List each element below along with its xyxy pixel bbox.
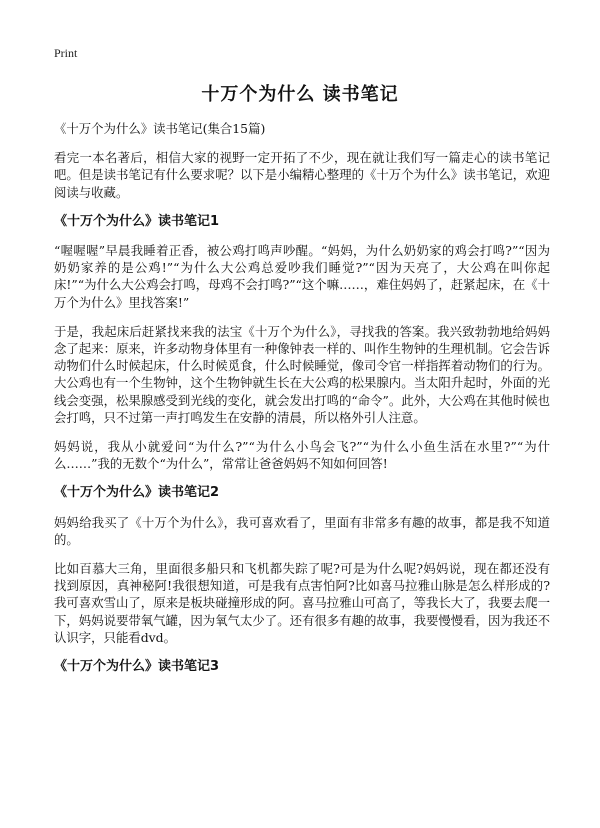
section-heading-3: 《十万个为什么》读书笔记3 <box>54 659 220 675</box>
section-1-paragraph-1: “喔喔喔”早晨我睡着正香，被公鸡打鸣声吵醒。“妈妈，为什么奶奶家的鸡会打鸣?”“因为奶奶家养的是公鸡!”“为什么大公鸡总爱吵我们睡觉?”“因为天亮了，大公鸡在叫你起床!”“为什么大公鸡会打鸣，母鸡不会打鸣?”“这个嘛……，难住妈妈了，赶紧起床，在《十万个为什么》里找答案!” <box>54 243 550 310</box>
print-label[interactable]: Print <box>54 46 78 60</box>
section-2-paragraph-2: 比如百慕大三角，里面很多船只和飞机都失踪了呢?可是为什么呢?妈妈说，现在都还没有找到原因，真神秘阿!我很想知道，可是我有点害怕阿?比如喜马拉雅山脉是怎么样形成的?我可喜欢雪山了，原来是板块碰撞形成的阿。喜马拉雅山可高了，等我长大了，我要去爬一下，妈妈说要带氧气罐，因为氧气太少了。还有很多有趣的故事，我要慢慢看，因为我还不认识字，只能看dvd。 <box>54 561 550 645</box>
section-1-paragraph-2: 于是，我起床后赶紧找来我的法宝《十万个为什么》，寻找我的答案。我兴致勃勃地给妈妈念了起来：原来，许多动物身体里有一种像钟表一样的、叫作生物钟的生理机制。它会告诉动物们什么时候起床，什么时候觅食，什么时候睡觉，像司令官一样指挥着动物们的行为。大公鸡也有一个生物钟，这个生物钟就生长在大公鸡的松果腺内。当太阳升起时，外面的光线会变强，松果腺感受到光线的变化，就会发出打鸣的“命令”。此外，大公鸡在其他时候也会打鸣，只不过第一声打鸣发生在安静的清晨，所以格外引人注意。 <box>54 323 550 425</box>
section-2-paragraph-1: 妈妈给我买了《十万个为什么》，我可喜欢看了，里面有非常多有趣的故事，都是我不知道的。 <box>54 514 550 547</box>
section-heading-2: 《十万个为什么》读书笔记2 <box>54 485 220 501</box>
section-heading-1: 《十万个为什么》读书笔记1 <box>54 213 220 229</box>
page-title: 十万个为什么 读书笔记 <box>201 84 399 105</box>
section-1-paragraph-3: 妈妈说，我从小就爱问“为什么?”“为什么小鸟会飞?”“为什么小鱼生活在水里?”“为什么……”我的无数个“为什么”，常常让爸爸妈妈不知如何回答! <box>54 439 550 472</box>
document-subtitle: 《十万个为什么》读书笔记(集合15篇) <box>54 121 266 136</box>
intro-paragraph: 看完一本名著后，相信大家的视野一定开拓了不少，现在就让我们写一篇走心的读书笔记吧。但是读书笔记有什么要求呢？以下是小编精心整理的《十万个为什么》读书笔记，欢迎阅读与收藏。 <box>54 150 550 200</box>
document-body <box>54 120 550 687</box>
